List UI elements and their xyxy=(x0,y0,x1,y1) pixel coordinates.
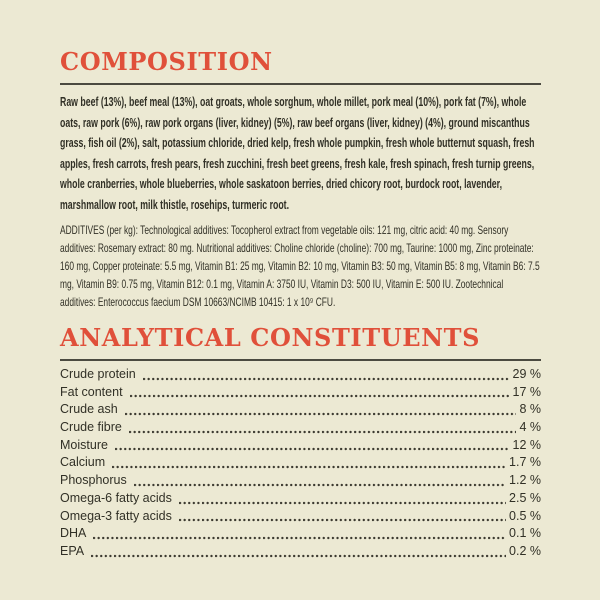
dot-leader xyxy=(143,377,510,381)
dot-leader xyxy=(129,430,517,434)
constituent-value: 1.7 % xyxy=(509,455,541,470)
constituent-label: DHA xyxy=(60,526,87,541)
constituent-value: 4 % xyxy=(519,420,541,435)
constituent-label: Moisture xyxy=(60,437,108,452)
constituent-label: Crude ash xyxy=(60,402,118,417)
dot-leader xyxy=(134,483,506,487)
constituent-value: 17 % xyxy=(512,384,541,399)
constituent-row xyxy=(60,420,541,438)
constituent-row xyxy=(60,526,541,544)
constituent-row xyxy=(60,509,541,527)
constituent-label: Fat content xyxy=(60,384,123,399)
constituent-label: Calcium xyxy=(60,455,106,470)
dot-leader xyxy=(179,501,506,505)
constituent-value: 1.2 % xyxy=(509,473,541,488)
composition-section xyxy=(60,49,541,311)
constituent-row xyxy=(60,455,541,473)
dot-leader xyxy=(93,536,506,540)
constituent-label: Crude protein xyxy=(60,367,136,381)
constituent-label: Omega-3 fatty acids xyxy=(60,508,172,523)
constituent-value: 29 % xyxy=(512,367,541,381)
dot-leader xyxy=(130,394,510,398)
constituent-row xyxy=(60,438,541,456)
dot-leader xyxy=(115,447,510,451)
ingredients-paragraph: Raw beef (13%), beef meal (13%), oat groats, whole sorghum, whole millet, pork meal (10%), pork fat (7%), whole oats, raw pork (6%), raw pork organs (liver, kidney) (5%), raw beef organs (liver, kidney) (4%), ground miscanthus grass, fish oil (2%), salt, potassium chloride, dried kelp, fresh whole pumpkin, fresh whole butternut squash, fresh apples, fresh carrots, fresh pears, fresh zucchini, fresh beet greens, fresh kale, fresh spinach, fresh turnip greens, whole cranberries, whole blueberries, whole saskatoon berries, dried chicory root, burdock root, lavender, marshmallow root, milk thistle, rosehips, turmeric root. xyxy=(60,95,535,212)
constituent-row xyxy=(60,544,541,562)
constituent-label: EPA xyxy=(60,543,85,558)
analytical-divider xyxy=(60,359,541,361)
constituent-label: Omega-6 fatty acids xyxy=(60,490,172,505)
constituent-value: 12 % xyxy=(512,437,541,452)
additives-paragraph: ADDITIVES (per kg): Technological additives: Tocopherol extract from vegetable oils: 121 mg, citric acid: 40 mg. Sensory additives: Rosemary extract: 80 mg. Nutritional additives: Choline chloride (choline): 700 mg, Taurine: 1000 mg, Zinc proteinate: 160 mg, Copper proteinate: 5.5 mg, Vitamin B1: 25 mg, Vitamin B2: 10 mg, Vitamin B3: 50 mg, Vitamin B5: 8 mg, Vitamin B6: 7.5 mg, Vitamin B9: 0.75 mg, Vitamin B12: 0.1 mg, Vitamin A: 3750 IU, Vitamin D3: 500 IU, Vitamin E: 500 IU. Zootechnical additives: Enterococcus faecium DSM 10663/NCIMB 10415: 1 x 10⁹ CFU. xyxy=(60,223,540,309)
analytical-section xyxy=(60,325,541,562)
constituent-row xyxy=(60,491,541,509)
constituent-value: 8 % xyxy=(519,402,541,417)
analytical-table xyxy=(60,367,541,562)
constituent-value: 0.5 % xyxy=(509,508,541,523)
analytical-title: ANALYTICAL CONSTITUENTS xyxy=(60,323,481,352)
constituent-row xyxy=(60,367,541,385)
label-content xyxy=(60,0,541,562)
constituent-row xyxy=(60,402,541,420)
dot-leader xyxy=(91,554,506,558)
constituent-label: Crude fibre xyxy=(60,420,122,435)
dot-leader xyxy=(112,465,506,469)
composition-title: COMPOSITION xyxy=(60,47,273,76)
composition-divider xyxy=(60,83,541,85)
constituent-value: 2.5 % xyxy=(509,490,541,505)
constituent-value: 0.2 % xyxy=(509,543,541,558)
dot-leader xyxy=(125,412,517,416)
constituent-label: Phosphorus xyxy=(60,473,127,488)
constituent-value: 0.1 % xyxy=(509,526,541,541)
dot-leader xyxy=(179,518,506,522)
constituent-row xyxy=(60,473,541,491)
constituent-row xyxy=(60,385,541,403)
